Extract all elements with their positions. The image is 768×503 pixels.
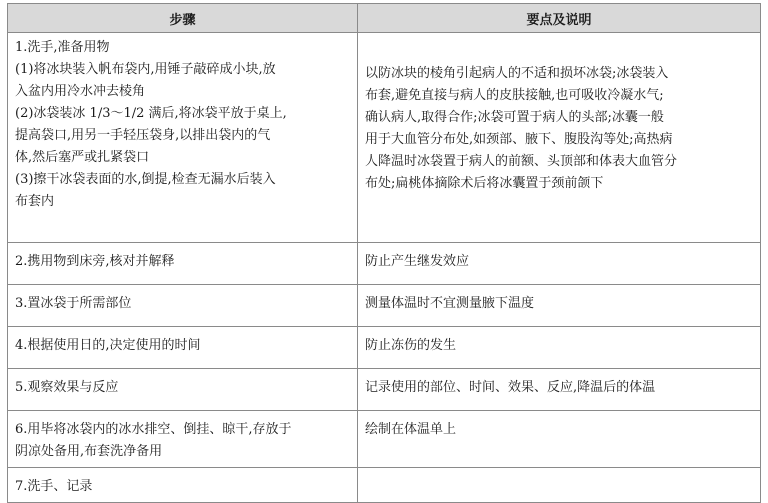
note-cell [358, 411, 761, 468]
step-cell [8, 468, 358, 503]
note-line: 防止产生继发效应 [365, 254, 470, 269]
step-cell [8, 33, 358, 243]
step-line: 4.根据使用日的,决定使用的时间 [15, 338, 201, 353]
header-notes: 要点及说明 [358, 4, 761, 33]
table-row [8, 243, 761, 285]
note-line: 以防冰块的棱角引起病人的不适和损坏冰袋;冰袋装入 [365, 66, 669, 81]
procedure-table [7, 3, 761, 503]
table-row [8, 285, 761, 327]
step-line: 1.洗手,准备用物 [15, 40, 110, 55]
header-steps: 步骤 [8, 4, 358, 33]
table-header-row [8, 4, 761, 33]
step-cell [8, 327, 358, 369]
step-line: (3)擦干冰袋表面的水,倒提,检查无漏水后装入 [15, 172, 276, 187]
note-line: 布处;扁桃体摘除术后将冰囊置于颈前颌下 [365, 176, 604, 191]
step-cell [8, 243, 358, 285]
note-cell [358, 468, 761, 503]
note-cell [358, 243, 761, 285]
step-line: 5.观察效果与反应 [15, 380, 119, 395]
step-line: (1)将冰块装入帆布袋内,用锤子敲碎成小块,放 [15, 62, 276, 77]
note-cell [358, 285, 761, 327]
step-line: 7.洗手、记录 [15, 479, 93, 494]
step-cell [8, 411, 358, 468]
note-cell [358, 369, 761, 411]
step-line: 入盆内用冷水冲去棱角 [15, 84, 146, 99]
note-line: 测量体温时不宜测量腋下温度 [365, 296, 535, 311]
note-line: 布套,避免直接与病人的皮肤接触,也可吸收冷凝水气; [365, 88, 664, 103]
note-line: 绘制在体温单上 [365, 422, 457, 437]
step-line: 提高袋口,用另一手轻压袋身,以排出袋内的气 [15, 128, 271, 143]
note-line: 防止冻伤的发生 [365, 338, 457, 353]
step-line: 6.用毕将冰袋内的冰水排空、倒挂、晾干,存放于 [15, 422, 292, 437]
note-cell [358, 33, 761, 243]
note-cell [358, 327, 761, 369]
note-line: 用于大血管分布处,如颈部、腋下、腹股沟等处;高热病 [365, 132, 673, 147]
step-line: 2.携用物到床旁,核对并解释 [15, 254, 175, 269]
table-row [8, 468, 761, 503]
table-row [8, 33, 761, 243]
table-row [8, 411, 761, 468]
step-line: 体,然后塞严或扎紧袋口 [15, 150, 150, 165]
step-line: 3.置冰袋于所需部位 [15, 296, 132, 311]
step-line: 布套内 [15, 194, 55, 209]
table-row [8, 327, 761, 369]
table-row [8, 369, 761, 411]
step-cell [8, 285, 358, 327]
note-line: 确认病人,取得合作;冰袋可置于病人的头部;冰囊一般 [365, 110, 664, 125]
step-line: 阴凉处备用,布套洗净备用 [15, 444, 163, 459]
step-cell [8, 369, 358, 411]
step-line: (2)冰袋装冰 1/3～1/2 满后,将冰袋平放于桌上, [15, 106, 287, 121]
note-line: 人降温时冰袋置于病人的前额、头顶部和体表大血管分 [365, 154, 678, 169]
note-line: 记录使用的部位、时间、效果、反应,降温后的体温 [365, 380, 656, 395]
